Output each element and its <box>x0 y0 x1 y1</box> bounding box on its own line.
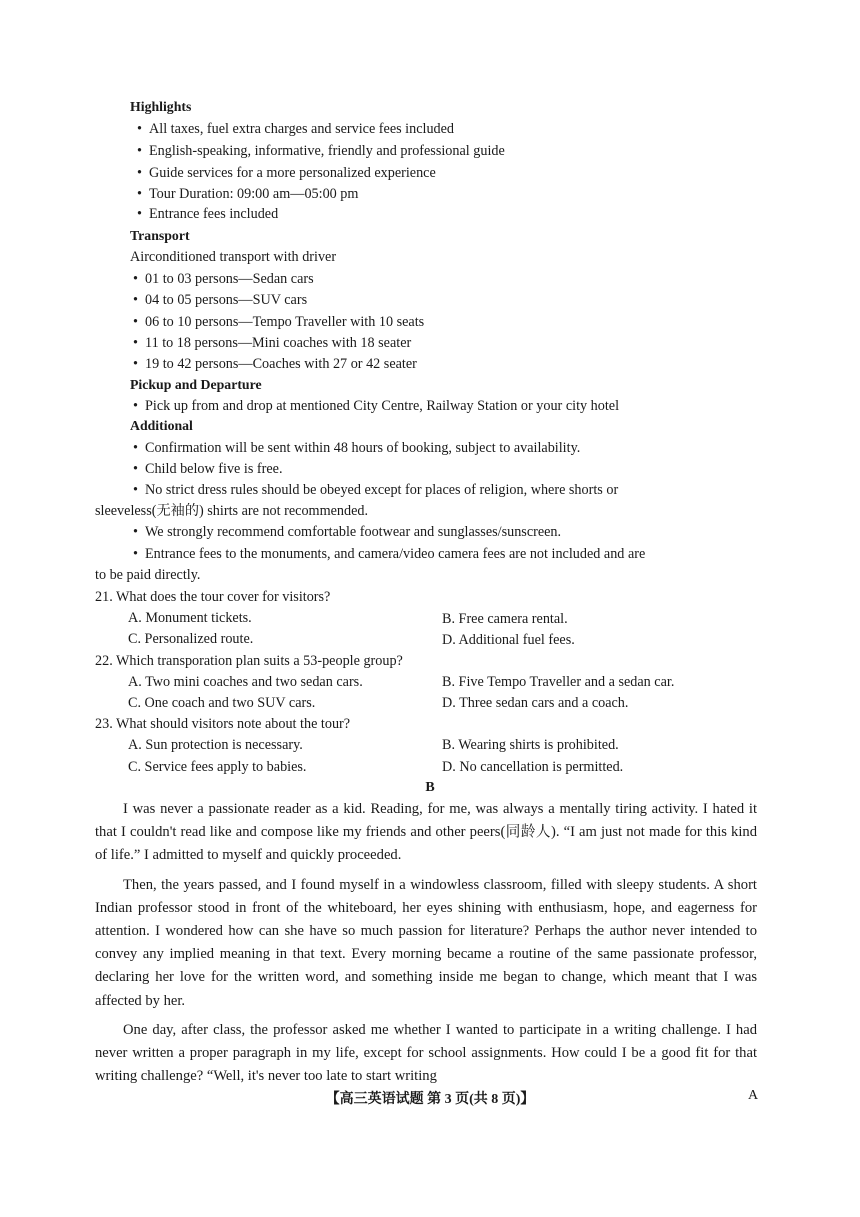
option-d[interactable]: D. Additional fuel fees. <box>442 632 575 648</box>
question-stem: 23. What should visitors note about the tour? <box>95 716 351 732</box>
highlights-item: • All taxes, fuel extra charges and service fees included <box>137 119 454 139</box>
option-b[interactable]: B. Wearing shirts is prohibited. <box>442 737 619 753</box>
additional-item-continuation: to be paid directly. <box>95 567 201 583</box>
transport-item: • 04 to 05 persons—SUV cars <box>133 290 307 310</box>
highlights-item: • Tour Duration: 09:00 am—05:00 pm <box>137 184 358 204</box>
pickup-item: • Pick up from and drop at mentioned City Centre, Railway Station or your city hotel <box>133 396 619 416</box>
option-a[interactable]: A. Monument tickets. <box>128 610 252 626</box>
passage-b <box>95 798 757 1088</box>
option-c[interactable]: C. Personalized route. <box>128 631 254 647</box>
option-a[interactable]: A. Two mini coaches and two sedan cars. <box>128 674 363 690</box>
transport-item: • 19 to 42 persons—Coaches with 27 or 42 seater <box>133 354 417 374</box>
page-footer: 【高三英语试题 第 3 页(共 8 页)】 <box>325 1092 535 1107</box>
passage-paragraph: One day, after class, the professor asked me whether I wanted to participate in a writing challenge. I had never written a proper paragraph in my life, except for school assignments. How could I be a good fit for that writing challenge? “Well, it's never too late to start writing <box>95 1021 757 1085</box>
additional-item: • We strongly recommend comfortable footwear and sunglasses/sunscreen. <box>133 522 561 542</box>
transport-item: • 11 to 18 persons—Mini coaches with 18 seater <box>133 333 411 353</box>
transport-item: • 06 to 10 persons—Tempo Traveller with 10 seats <box>133 312 424 332</box>
transport-heading: Transport <box>130 228 190 243</box>
additional-item: • No strict dress rules should be obeyed except for places of religion, where shorts or <box>133 480 618 500</box>
transport-item: • 01 to 03 persons—Sedan cars <box>133 269 314 289</box>
passage-paragraph: I was never a passionate reader as a kid. Reading, for me, was always a mentally tiring activity. I hated it that I couldn't read like and compose like my friends and other peers(同龄人). “I am just not made for this kind of life.” I admitted to myself and quickly proceeded. <box>95 801 757 864</box>
additional-item: • Confirmation will be sent within 48 hours of booking, subject to availability. <box>133 438 580 458</box>
highlights-heading: Highlights <box>130 99 192 114</box>
section-b-label: B <box>425 780 435 795</box>
highlights-item: • Entrance fees included <box>137 204 278 224</box>
additional-item-continuation: sleeveless(无袖的) shirts are not recommended. <box>95 503 369 519</box>
highlights-item: • English-speaking, informative, friendly and professional guide <box>137 141 505 161</box>
highlights-item: • Guide services for a more personalized experience <box>137 163 436 183</box>
passage-paragraph: Then, the years passed, and I found myself in a windowless classroom, filled with sleepy students. A short Indian professor stood in front of the whiteboard, her eyes shining with enthusiasm, hope, and eagerness for attention. I wondered how can she have so much passion for literature? Perhaps the author never intended to convey any implied meaning in that text. Every morning became a routine of the same passionate professor, declaring her love for the written word, and something inside me began to change, which meant that I was affected by her. <box>95 876 757 1009</box>
option-a[interactable]: A. Sun protection is necessary. <box>128 737 303 753</box>
question-stem: 22. Which transporation plan suits a 53-people group? <box>95 653 403 669</box>
additional-item: • Entrance fees to the monuments, and camera/video camera fees are not included and are <box>133 544 645 564</box>
pickup-heading: Pickup and Departure <box>130 377 262 392</box>
option-c[interactable]: C. Service fees apply to babies. <box>128 759 307 775</box>
option-d[interactable]: D. No cancellation is permitted. <box>442 759 624 775</box>
transport-intro: Airconditioned transport with driver <box>130 249 337 265</box>
additional-item: • Child below five is free. <box>133 459 283 479</box>
paper-version-mark: A <box>748 1088 759 1103</box>
question-stem: 21. What does the tour cover for visitors? <box>95 589 331 605</box>
option-b[interactable]: B. Free camera rental. <box>442 611 568 627</box>
additional-heading: Additional <box>130 418 193 433</box>
option-b[interactable]: B. Five Tempo Traveller and a sedan car. <box>442 674 675 690</box>
option-c[interactable]: C. One coach and two SUV cars. <box>128 695 316 711</box>
option-d[interactable]: D. Three sedan cars and a coach. <box>442 695 629 711</box>
